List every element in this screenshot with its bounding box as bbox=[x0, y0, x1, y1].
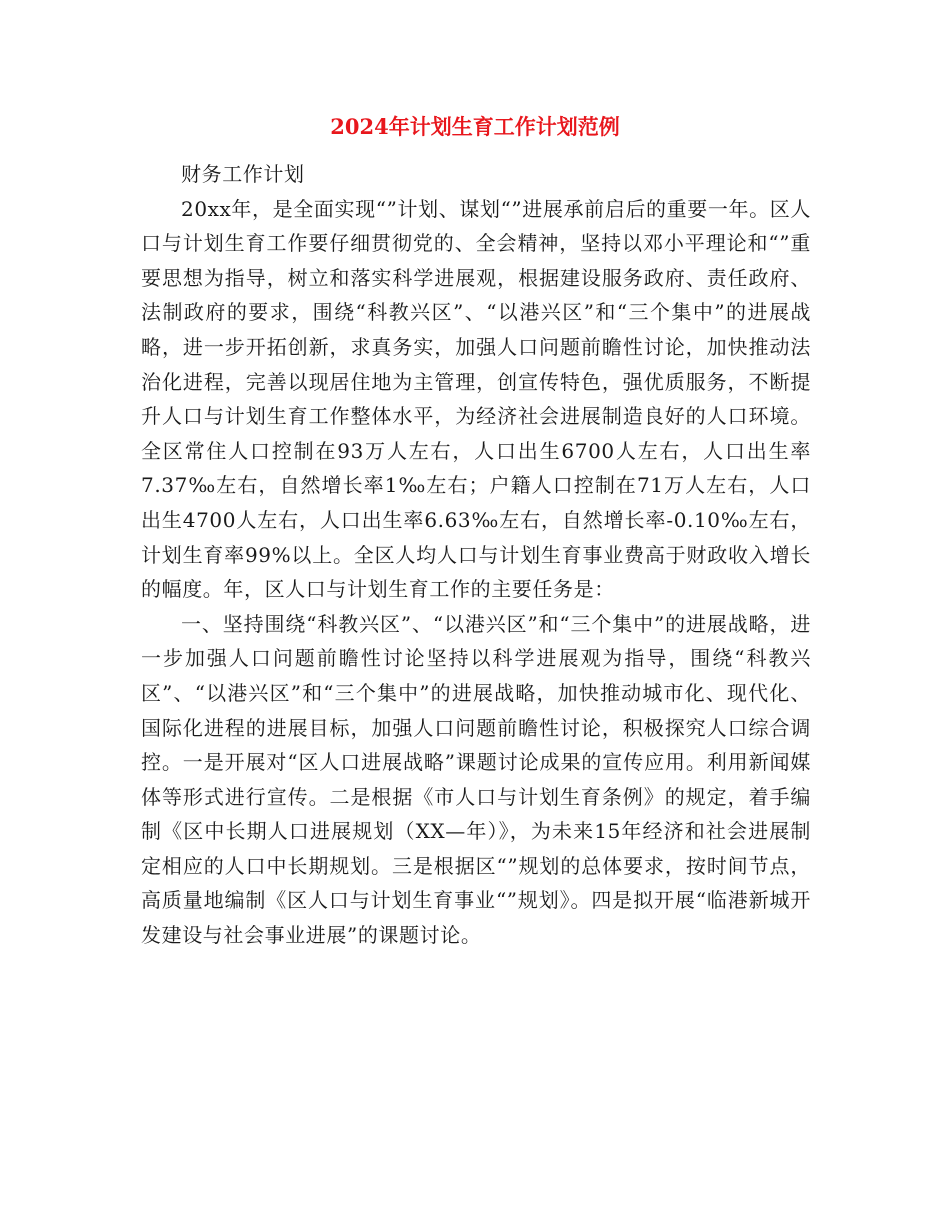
paragraph-heading: 财务工作计划 bbox=[181, 162, 305, 186]
paragraph-intro: 20xx年，是全面实现“”计划、谋划“”进展承前启后的重要一年。区人口与计划生育工作要仔细贯彻党的、全会精神，坚持以邓小平理论和“”重要思想为指导，树立和落实科学进展观，根据建设服务政府、责任政府、法制政府的要求，围绕“科教兴区”、“以港兴区”和“三个集中”的进展战略，进一步开拓创新，求真务实，加强人口问题前瞻性讨论，加快推动法治化进程，完善以现居住地为主管理，创宣传特色，强优质服务，不断提升人口与计划生育工作整体水平，为经济社会进展制造良好的人口环境。全区常住人口控制在93万人左右，人口出生6700人左右，人口出生率7.37‰左右，自然增长率1‰左右；户籍人口控制在71万人左右，人口出生4700人左右，人口出生率6.63‰左右，自然增长率-0.10‰左右，计划生育率99%以上。全区人均人口与计划生育事业费高于财政收入增长的幅度。年，区人口与计划生育工作的主要任务是： bbox=[141, 196, 811, 602]
document-title: 2024年计划生育工作计划范例 bbox=[330, 114, 620, 139]
document-body bbox=[141, 157, 811, 953]
paragraph-task-one: 一、坚持围绕“科教兴区”、“以港兴区”和“三个集中”的进展战略，进一步加强人口问题前瞻性讨论坚持以科学进展观为指导，围绕“科教兴区”、“以港兴区”和“三个集中”的进展战略，加快推动城市化、现代化、国际化进程的进展目标，加强人口问题前瞻性讨论，积极探究人口综合调控。一是开展对“区人口进展战略”课题讨论成果的宣传应用。利用新闻媒体等形式进行宣传。二是根据《市人口与计划生育条例》的规定，着手编制《区中长期人口进展规划（XX—年）》，为未来15年经济和社会进展制定相应的人口中长期规划。三是根据区“”规划的总体要求，按时间节点，高质量地编制《区人口与计划生育事业“”规划》。四是拟开展“临港新城开发建设与社会事业进展”的课题讨论。 bbox=[141, 611, 811, 948]
